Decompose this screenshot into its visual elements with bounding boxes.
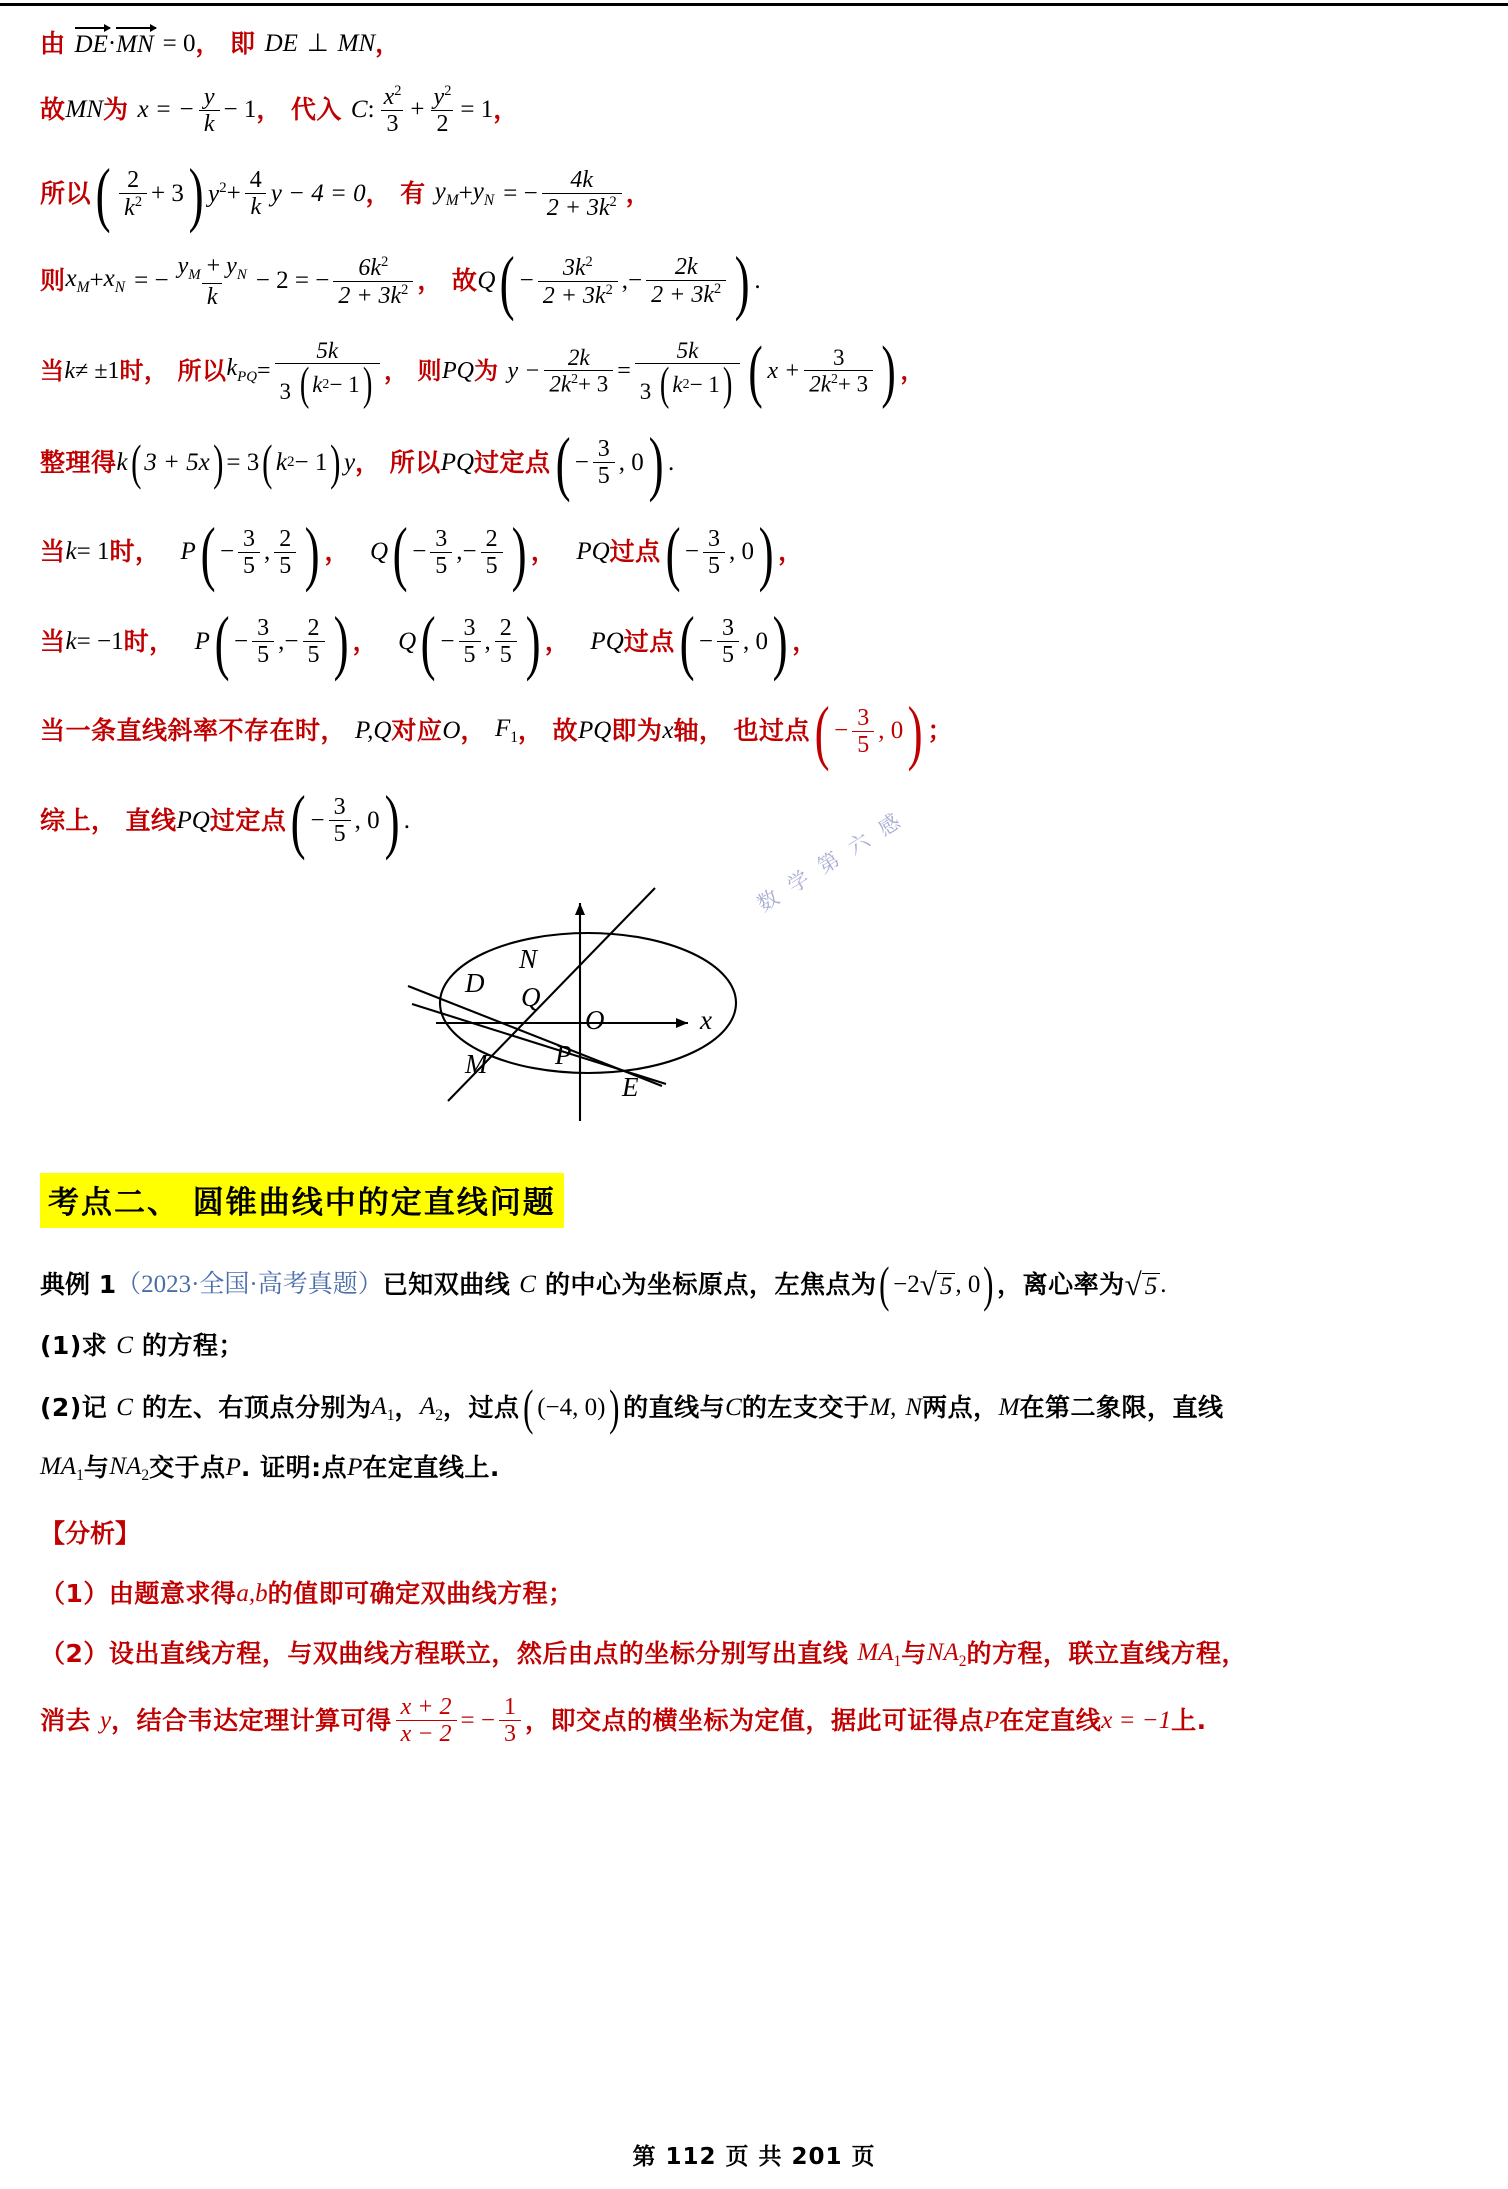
section-heading: 考点二、 圆锥曲线中的定直线问题 [40,1173,564,1228]
text-zhou: 轴， [673,716,725,746]
point-Q: Q [369,538,389,566]
paren-focus: ( −2 √ 5 , 0 ) [879,1256,994,1313]
comma: ， [417,266,443,296]
equals-zero: = 0 [162,30,196,57]
fraction-yMyN-over-k: $\frac{y_M + y_N}{k}$ [177,252,247,311]
fraction-xplus2-over-xminus2: $\frac{x + 2}{x - 2}$ [396,1695,457,1746]
paren-group-Q: ( − $\frac{3k^2}{2 + 3k^2}$ , − $\frac{2k}{2 + 3k^2}$ ) [500,240,750,322]
paren-pt-7: ( − $\frac{3}{5}$ , 0 ) [665,511,774,593]
q2-yu: 与 [83,1452,110,1482]
segment-DE: DE [264,30,298,57]
q2-jiaoyudian: 交于点 [149,1452,226,1482]
equals2: = [617,357,631,384]
text-gu2: 故 [451,266,478,296]
focus-F1: $F_1$ [494,715,518,747]
line-PQ: PQ [590,627,624,655]
mn-label: MN [65,96,104,124]
line-PQ: PQ [578,717,612,745]
paren-point-neg4-0: ( (−4, 0) ) [522,1378,620,1435]
q2-c: 的直线与 [623,1392,726,1422]
stem-c: ，离心率为 [997,1269,1125,1299]
solution-line-3 [40,153,1468,235]
fraction-5k-over-3k2minus1-b: 5k 3 ( k 2 − 1 ) [635,339,740,403]
point-P2: P [347,1453,363,1481]
x-equals: x = − [137,96,195,124]
q2-prove: . 证明:点 [240,1452,348,1482]
y-axis-arrow [575,903,585,915]
fraction-5k-over-3k2minus1: 5k 3 ( k 2 − 1 ) [275,339,380,403]
vertex-A2: $A_2$ [420,1392,444,1424]
equals: = [257,357,271,384]
q1-prefix: (1)求 [40,1331,108,1361]
q2-C: C [116,1393,133,1421]
figure-label-P: P [555,1040,572,1071]
watermark-text: 数 学 第 六 感 [752,807,908,917]
solution-line-4 [40,240,1468,322]
solution-line-2 [40,84,1468,136]
q2-a: 的左、右顶点分别为 [141,1392,372,1422]
p1-ab: a,b [236,1579,268,1607]
fraction-3k2-over-2plus3k2: $\frac{3k^2}{2 + 3k^2}$ [538,255,618,308]
equals-negative: = − [503,179,538,207]
k-var: k [65,627,77,655]
points-PQ: P,Q [355,717,392,745]
plus-three: + 3 [151,179,184,207]
solution-line-9 [40,690,1468,772]
text-gu: 故 [40,95,66,125]
comma1: ， [460,716,486,746]
text-wei: 为 [103,95,129,125]
q2-comma: ， [394,1392,420,1422]
equals-negative: = − [134,267,169,295]
xM-term: $x_M$ [65,265,90,297]
figure-label-O: O [585,1005,605,1036]
p2-yu: 与 [901,1639,927,1669]
p3-eqline: x = −1 [1101,1707,1172,1735]
curve-C: C [350,96,368,124]
figure-svg [40,868,1468,1133]
sqrt-5-focus: √ 5 [920,1270,956,1300]
comma2: ， [544,626,571,656]
comma2: ， [530,537,557,567]
text-guodingdian: 过定点 [474,447,551,477]
paren-3plus5x: ( 3 + 5x ) [130,434,224,491]
point-M: M [869,1393,891,1421]
paren-P-coords-8: ( − $\frac{3}{5}$ ,− $\frac{2}{5}$ ) [214,601,349,683]
fraction-x2-over-3: $\frac{x^2}{3}$ [379,84,407,136]
period: . [754,267,761,295]
point-P: P [180,538,196,566]
comma: ， [256,95,282,125]
paren-P-coords: ( − $\frac{3}{5}$ , $\frac{2}{5}$ ) [200,511,320,593]
text-gu: 故 [552,716,579,746]
equals-one: = 1 [460,96,494,124]
text-guodian: 过点 [609,537,661,567]
figure-label-M: M [465,1049,488,1080]
comma-2: ， [375,29,401,58]
p3-d: 在定直线 [999,1706,1102,1736]
p1-a: （1）由题意求得 [40,1578,237,1608]
text-ze: 则 [417,356,442,385]
text-zhengli: 整理得 [40,447,117,477]
text-suoyi: 所以 [40,178,92,208]
k-var: k [64,357,76,384]
fraction-2k-over-2plus3k2: $\frac{2k}{2 + 3k^2}$ [646,255,726,307]
equals-1: = 1 [76,538,110,566]
q1-C: C [116,1332,133,1360]
analysis-p3 [40,1695,1468,1746]
sqrt-5-ecc: √ 5 [1125,1270,1161,1300]
text-guodingdian: 过定点 [209,805,287,835]
paren-pt-9: ( − $\frac{3}{5}$ , 0 ) [814,690,923,772]
comma2: ， [625,178,652,208]
vector-MN: MN [116,30,154,58]
text-duiying: 对应 [391,716,443,746]
point-M2: M [998,1393,1020,1421]
solution-line-6 [40,422,1468,504]
p2-b: 的方程，联立直线方程， [966,1639,1247,1669]
fraction-6k2-over-2plus3k2: $\frac{6k^2}{2 + 3k^2}$ [333,255,413,308]
q2-prefix: (2)记 [40,1392,108,1422]
figure-label-D: D [465,968,485,999]
text-dang: 当 [40,537,66,567]
text-shi: 时， [119,356,169,385]
q2-b: ，过点 [443,1392,520,1422]
q2-f: 在第二象限，直线 [1019,1392,1224,1422]
q2-e: 两点， [922,1392,999,1422]
period: . [667,448,675,476]
p3-eq: = − [460,1707,495,1735]
stem-a: 已知双曲线 [382,1269,511,1299]
vector-DE: DE [75,30,108,58]
figure-label-E: E [622,1072,639,1103]
fraction-2-over-k2: $\frac{2}{k^2}$ [119,168,147,220]
comma2: ， [900,356,925,385]
text-shi: 时， [123,626,175,656]
line-PQ: PQ [176,806,210,834]
semicolon: ； [927,716,953,746]
example-line-1 [40,1256,1468,1313]
xN-term: $x_N$ [103,265,126,297]
text-dairu: 代入 [290,95,342,125]
plus-sign: + [226,179,241,207]
text-you: 由 [40,29,66,58]
fraction-4-over-k: $\frac{4}{k}$ [245,168,267,219]
fraction-4k-over-2plus3k2: $\frac{4k}{2 + 3k^2}$ [542,168,622,220]
minus-one: − 1 [223,96,257,124]
point-O: O [442,717,461,745]
text-yeguodian: 也过点 [733,716,811,746]
vertex-A1: $A_1$ [371,1392,395,1424]
analysis-p2 [40,1634,1468,1673]
fraction-3-over-5: $\frac{3}{5}$ [593,437,615,488]
comma2: ， [518,716,544,746]
x-axis-arrow [676,1018,688,1028]
plus: + [89,267,104,295]
p3-y: y [100,1707,112,1735]
fraction-3-over-2k2plus3: $\frac{3}{2k^2+ 3}$ [804,346,873,396]
comma3: ， [792,626,818,656]
solution-line-5 [40,332,1468,410]
example-label: 典例 1 [40,1269,117,1299]
comma1: ， [352,626,379,656]
q2-C2: C [725,1393,742,1421]
solution-line-10 [40,779,1468,861]
paren-group-1: ( $\frac{2}{k^2}$ + 3 ) [95,153,204,235]
p3-e: 上. [1171,1706,1207,1736]
figure-label-N: N [519,944,538,975]
text-you2: 有 [400,178,426,208]
minus-2-equals-neg: − 2 = − [255,267,330,295]
example-q2-line1 [40,1378,1468,1435]
analysis-p1 [40,1575,1468,1613]
p3-c: ，即交点的横坐标为定值，据此可证得点 [524,1706,984,1736]
period: . [1160,1270,1167,1298]
line-PQ: PQ [441,357,474,384]
example-source: （2023·全国·高考真题） [116,1270,383,1298]
y-var: y [344,448,356,476]
q2-d: 的左支交于 [741,1392,870,1422]
text-wei: 为 [473,356,499,385]
p2-a: （2）设出直线方程，与双曲线方程联立，然后由点的坐标分别写出直线 [40,1639,849,1669]
comma: ， [355,447,381,477]
fraction-2k-over-2k2plus3: $\frac{2k}{2k^2+ 3}$ [544,346,613,396]
x-axis-var: x [662,717,674,745]
text-shi: 时， [109,537,161,567]
text-no-slope: 当一条直线斜率不存在时， [40,716,347,746]
plus-2: + [458,179,473,207]
example-q2-line2 [40,1448,1468,1487]
analysis-title-row [40,1515,1468,1553]
perp-symbol: ⊥ [306,30,329,57]
figure-label-x: x [700,1005,712,1036]
q2-comma2: , [890,1393,897,1421]
text-ji: 即 [230,29,256,58]
y-minus-4-equals-0: y − 4 = 0 [270,179,366,207]
paren-pt-10: ( − $\frac{3}{5}$ , 0 ) [290,779,400,861]
kPQ-term: $k_{PQ}$ [226,355,257,386]
line-PQ: PQ [440,448,475,476]
figure-label-Q: Q [521,982,541,1013]
k-var: k [116,448,128,476]
comma1: ， [324,537,350,567]
equals-3: = 3 [226,448,260,476]
k-var: k [65,538,77,566]
neq-pm1: ≠ ±1 [75,357,120,384]
yN-term: $y_N$ [472,177,495,209]
period: . [403,806,411,834]
segment-MN: MN [337,30,376,57]
text-jiwei: 即为 [611,716,663,746]
y-squared: $y^2$ [208,179,227,207]
analysis-title: 【分析】 [40,1519,141,1549]
paren-pt-8: ( − $\frac{3}{5}$ , 0 ) [679,601,788,683]
paren-Q-coords-8: ( − $\frac{3}{5}$ , $\frac{2}{5}$ ) [420,601,541,683]
equals-neg1: = −1 [76,627,124,655]
plus: + [410,96,425,124]
comma3: ， [778,537,804,567]
section-heading-row [40,1173,1468,1228]
point-Q: Q [477,267,496,295]
fraction-y2-over-2: $\frac{y^2}{2}$ [429,84,457,136]
analysis-MA1: $MA_1$ [857,1639,902,1671]
text-zhixian: 直线 [125,805,177,835]
page-top-rule [0,3,1508,6]
curve-C: C [519,1270,536,1298]
page-footer: 第 112 页 共 201 页 [632,2144,876,2170]
analysis-NA2: $NA_2$ [926,1639,967,1671]
point-P: P [194,627,210,655]
text-suoyi: 所以 [177,356,227,385]
paren-Q-coords: ( − $\frac{3}{5}$ ,− $\frac{2}{5}$ ) [392,511,527,593]
colon: : [367,96,375,124]
q1-suffix: 的方程； [141,1331,244,1361]
comma-1: ， [195,29,222,58]
stem-b: 的中心为坐标原点，左焦点为 [544,1269,877,1299]
paren-group-xplus: ( x + $\frac{3}{2k^2+ 3}$ ) [748,332,896,410]
solution-line-7 [40,511,1468,593]
text-suoyi: 所以 [389,447,441,477]
text-guodian: 过点 [623,626,675,656]
point-Q: Q [398,627,417,655]
q2-conclusion: 在定直线上. [362,1452,500,1482]
p3-P: P [983,1707,1000,1735]
p3-b: ，结合韦达定理计算可得 [111,1706,392,1736]
comma: ， [365,178,392,208]
line-PQ: PQ [576,538,610,566]
p3-a: 消去 [40,1706,92,1736]
text-dang: 当 [40,356,65,385]
point-N: N [905,1393,923,1421]
comma2: ， [493,95,519,125]
comma: ， [383,356,409,385]
solution-line-1 [40,30,1468,58]
point-P: P [225,1453,241,1481]
fraction-1-over-3: $\frac{1}{3}$ [499,1695,521,1746]
text-zongshang: 综上， [40,805,117,835]
paren-k2minus1: ( k 2 − 1 ) [262,434,341,491]
p1-b: 的值即可确定双曲线方程； [267,1578,574,1608]
dot-operator: · [107,30,117,57]
fraction-y-over-k: $\frac{y}{k}$ [199,85,220,136]
text-ze: 则 [40,266,66,296]
paren-fixed-point: ( − $\frac{3}{5}$ , 0 ) [555,422,664,504]
solution-line-8 [40,601,1468,683]
line-MA1: $MA_1$ [40,1452,84,1484]
y-minus: y − [507,357,541,384]
line-NA2: $NA_2$ [109,1452,150,1484]
yM-term: $y_M$ [434,177,459,209]
example-q1 [40,1327,1468,1365]
text-dang: 当 [40,626,66,656]
